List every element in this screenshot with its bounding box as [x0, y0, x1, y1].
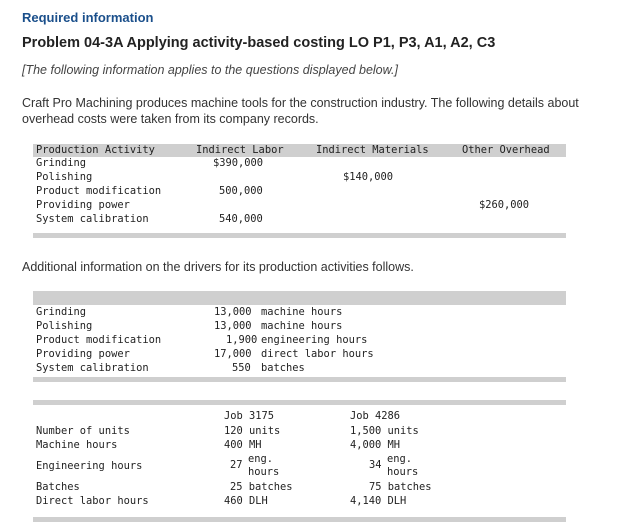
job1-value: 460 DLH [224, 495, 268, 507]
driver-unit: engineering hours [261, 334, 368, 346]
table-row-label: Number of units [36, 425, 130, 437]
job2-value: 1,500 units [350, 425, 419, 437]
driver-unit: machine hours [261, 306, 343, 318]
driver-unit: machine hours [261, 320, 343, 332]
driver-amount: 550 [232, 362, 251, 374]
table-row-activity: Providing power [36, 199, 130, 211]
header-job-3175: Job 3175 [224, 410, 275, 422]
drivers-intro-paragraph: Additional information on the drivers for its production activities follows. [22, 260, 414, 274]
job1-value: 400 MH [224, 439, 262, 451]
table-cell-indirect-labor: 500,000 [219, 185, 263, 197]
table-cell-other-overhead: $260,000 [479, 199, 530, 211]
table-cell-indirect-materials: $140,000 [343, 171, 394, 183]
table-footer-band [33, 517, 566, 522]
table-footer-band [33, 377, 566, 382]
table-row-label: Engineering hours [36, 460, 143, 472]
table-row-activity: Product modification [36, 334, 162, 346]
driver-amount: 17,000 [214, 348, 252, 360]
activity-drivers-table [33, 291, 566, 383]
job1-number: 27 [230, 459, 243, 471]
required-information-label: Required information [22, 10, 154, 25]
header-production-activity: Production Activity [36, 144, 155, 156]
header-indirect-labor: Indirect Labor [196, 144, 284, 156]
driver-unit: direct labor hours [261, 348, 374, 360]
problem-title: Problem 04-3A Applying activity-based costing LO P1, P3, A1, A2, C3 [22, 35, 496, 51]
table-row-label: Batches [36, 481, 80, 493]
table-row-activity: Polishing [36, 171, 93, 183]
info-note: [The following information applies to the questions displayed below.] [22, 63, 398, 77]
job2-value: 4,000 MH [350, 439, 401, 451]
driver-unit: batches [261, 362, 305, 374]
job1-value: 120 units [224, 425, 281, 437]
table-header-band [33, 291, 566, 305]
table-row-activity: Product modification [36, 185, 162, 197]
job2-number: 34 [369, 459, 382, 471]
overhead-costs-table [33, 144, 566, 238]
header-job-4286: Job 4286 [350, 410, 401, 422]
job2-unit-line2: hours [387, 466, 419, 478]
job1-unit-line1: eng. [248, 453, 274, 465]
job1-unit-line2: hours [248, 466, 280, 478]
driver-amount: 13,000 [214, 320, 252, 332]
job2-value: 75 batches [369, 481, 432, 493]
header-indirect-materials: Indirect Materials [316, 144, 429, 156]
driver-amount: 13,000 [214, 306, 252, 318]
table-row-activity: Providing power [36, 348, 130, 360]
table-cell-indirect-labor: 540,000 [219, 213, 263, 225]
jobs-table [33, 400, 566, 524]
table-row-activity: System calibration [36, 362, 149, 374]
table-row-activity: Grinding [36, 157, 87, 169]
driver-amount: 1,900 [226, 334, 258, 346]
table-header-band [33, 400, 566, 405]
table-row-label: Direct labor hours [36, 495, 149, 507]
header-other-overhead: Other Overhead [462, 144, 550, 156]
table-row-activity: System calibration [36, 213, 149, 225]
table-footer-band [33, 233, 566, 238]
table-cell-indirect-labor: $390,000 [213, 157, 264, 169]
job2-value: 4,140 DLH [350, 495, 407, 507]
job1-value: 25 batches [230, 481, 293, 493]
table-row-activity: Grinding [36, 306, 87, 318]
job2-unit-line1: eng. [387, 453, 413, 465]
table-row-activity: Polishing [36, 320, 93, 332]
table-row-label: Machine hours [36, 439, 118, 451]
intro-paragraph: Craft Pro Machining produces machine tools for the construction industry. The following details about overhead costs were taken from its company records. [22, 96, 579, 126]
